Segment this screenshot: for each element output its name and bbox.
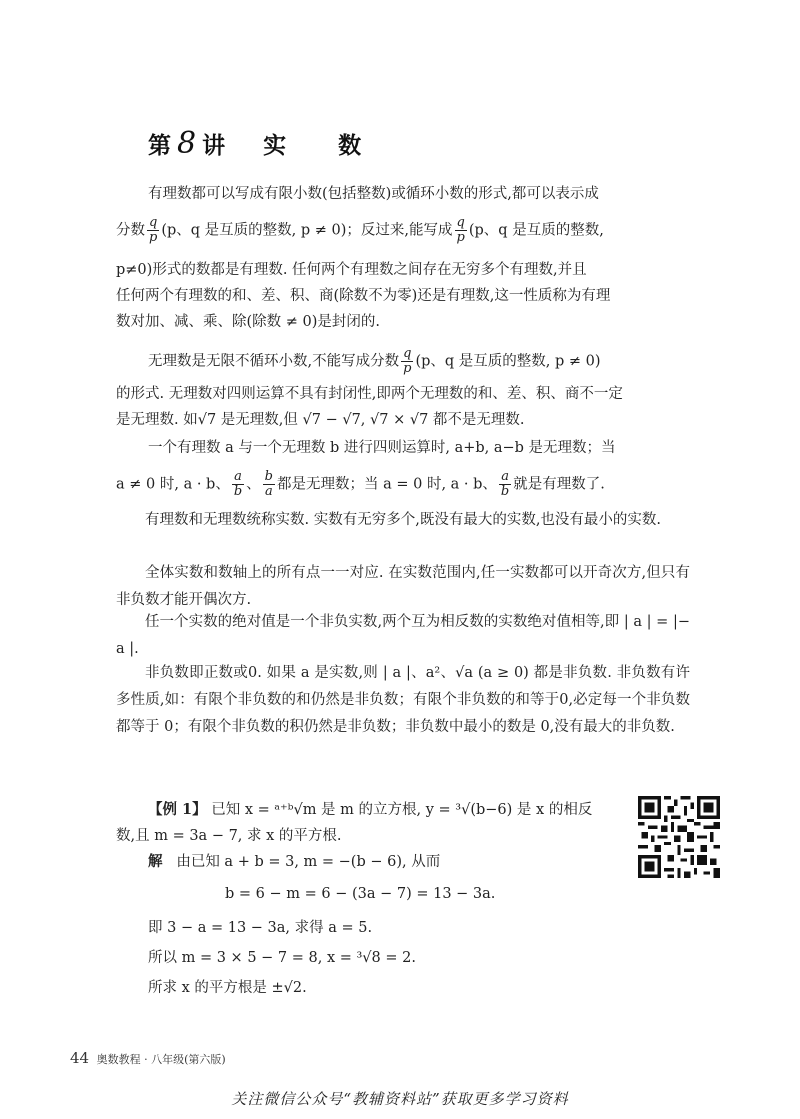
- chapter-prefix: 第: [148, 132, 173, 159]
- solution-line-3: 即 3 − a = 13 − 3a, 求得 a = 5.: [148, 920, 373, 936]
- p1-text-3: (p、q 是互质的整数,: [468, 222, 604, 239]
- p2-line-c: 是无理数. 如√7 是无理数,但 √7 − √7, √7 × √7 都不是无理数.: [116, 412, 525, 428]
- example-line-1: [148, 797, 592, 823]
- promo-banner: 关注微信公众号“教辅资料站”获取更多学习资料: [231, 1090, 569, 1108]
- solution-line-2: b = 6 − m = 6 − (3a − 7) = 13 − 3a.: [225, 886, 496, 902]
- fraction-a-over-b-2: $\frac{a}{b}$: [500, 469, 510, 499]
- fraction-q-over-p-3: $\frac{q}{p}$: [403, 346, 412, 376]
- p1-line-a: 有理数都可以写成有限小数(包括整数)或循环小数的形式,都可以表示成: [148, 186, 599, 202]
- paragraph-number-line: 全体实数和数轴上的所有点一一对应. 在实数范围内,任一实数都可以开奇次方,但只有非负数才能开偶次方.: [116, 565, 690, 608]
- chapter-suffix: 讲: [202, 132, 228, 159]
- paragraph-non-negative: 非负数即正数或0. 如果 a 是实数,则 | a |、a²、√a (a ≥ 0) 都是非负数. 非负数有许多性质,如：有限个非负数的和仍然是非负数；有限个非负数的和等于0,必定每一个非负数都等于 0；有限个非负数的积仍然是非负数；非负数中最小的数是 0,没有最大的非负数.: [116, 665, 690, 735]
- qr-code-icon[interactable]: [638, 796, 720, 878]
- p3-text-3: 都是无理数；当 a = 0 时, a · b、: [276, 476, 497, 493]
- paragraph-real-numbers: 有理数和无理数统称实数. 实数有无穷多个,既没有最大的实数,也没有最小的实数.: [145, 512, 662, 528]
- p2-text-1: 无理数是无限不循环小数,不能写成分数: [148, 353, 400, 370]
- solution-label: 解: [148, 853, 163, 870]
- p3-text-4: 就是有理数了.: [513, 476, 605, 493]
- p2-text-2: (p、q 是互质的整数, p ≠ 0): [415, 353, 601, 370]
- page-footer: [70, 1049, 226, 1067]
- solution-line-5: 所求 x 的平方根是 ±√2.: [148, 980, 307, 996]
- example-text-1: 已知 x = ᵃ⁺ᵇ√m 是 m 的立方根, y = ³√(b−6) 是 x 的相反: [211, 802, 593, 818]
- fraction-q-over-p: $\frac{q}{p}$: [149, 215, 158, 245]
- p2-line-b: 的形式. 无理数对四则运算不具有封闭性,即两个无理数的和、差、积、商不一定: [116, 386, 623, 402]
- fraction-a-over-b: $\frac{a}{b}$: [233, 469, 243, 499]
- p3-text-2: 、: [246, 476, 261, 493]
- p3-line-b: [116, 470, 605, 499]
- p3-text-1: a ≠ 0 时, a · b、: [116, 476, 230, 493]
- chapter-title: [148, 126, 363, 161]
- page-number: 44: [70, 1049, 90, 1067]
- solution-text-1: 由已知 a + b = 3, m = −(b − 6), 从而: [176, 854, 441, 870]
- fraction-b-over-a: $\frac{b}{a}$: [264, 469, 273, 499]
- example-line-2: 数,且 m = 3a − 7, 求 x 的平方根.: [116, 828, 342, 844]
- p1-line-c: p≠0)形式的数都是有理数. 任何两个有理数之间存在无穷多个有理数,并且: [116, 262, 587, 278]
- example-label: 【例 1】: [148, 801, 207, 818]
- fraction-q-over-p-2: $\frac{q}{p}$: [456, 215, 465, 245]
- p1-line-d: 任何两个有理数的和、差、积、商(除数不为零)还是有理数,这一性质称为有理: [116, 288, 611, 304]
- solution-line-1: [148, 849, 440, 875]
- p1-line-e: 数对加、减、乘、除(除数 ≠ 0)是封闭的.: [116, 314, 381, 330]
- p1-text-1: 分数: [116, 222, 145, 239]
- p3-line-a: 一个有理数 a 与一个无理数 b 进行四则运算时, a+b, a−b 是无理数；当: [148, 440, 616, 456]
- book-title: 奥数教程 · 八年级(第六版): [96, 1053, 226, 1066]
- paragraph-absolute-value: 任一个实数的绝对值是一个非负实数,两个互为相反数的实数绝对值相等,即 | a | = |− a |.: [116, 614, 690, 657]
- solution-line-4: 所以 m = 3 × 5 − 7 = 8, x = ³√8 = 2.: [148, 950, 416, 966]
- p1-text-2: (p、q 是互质的整数, p ≠ 0)；反过来,能写成: [161, 222, 453, 239]
- chapter-number: 8: [177, 126, 199, 161]
- p2-line-a: [148, 347, 601, 376]
- chapter-topic: 实 数: [263, 132, 364, 159]
- p1-line-b: [116, 216, 604, 245]
